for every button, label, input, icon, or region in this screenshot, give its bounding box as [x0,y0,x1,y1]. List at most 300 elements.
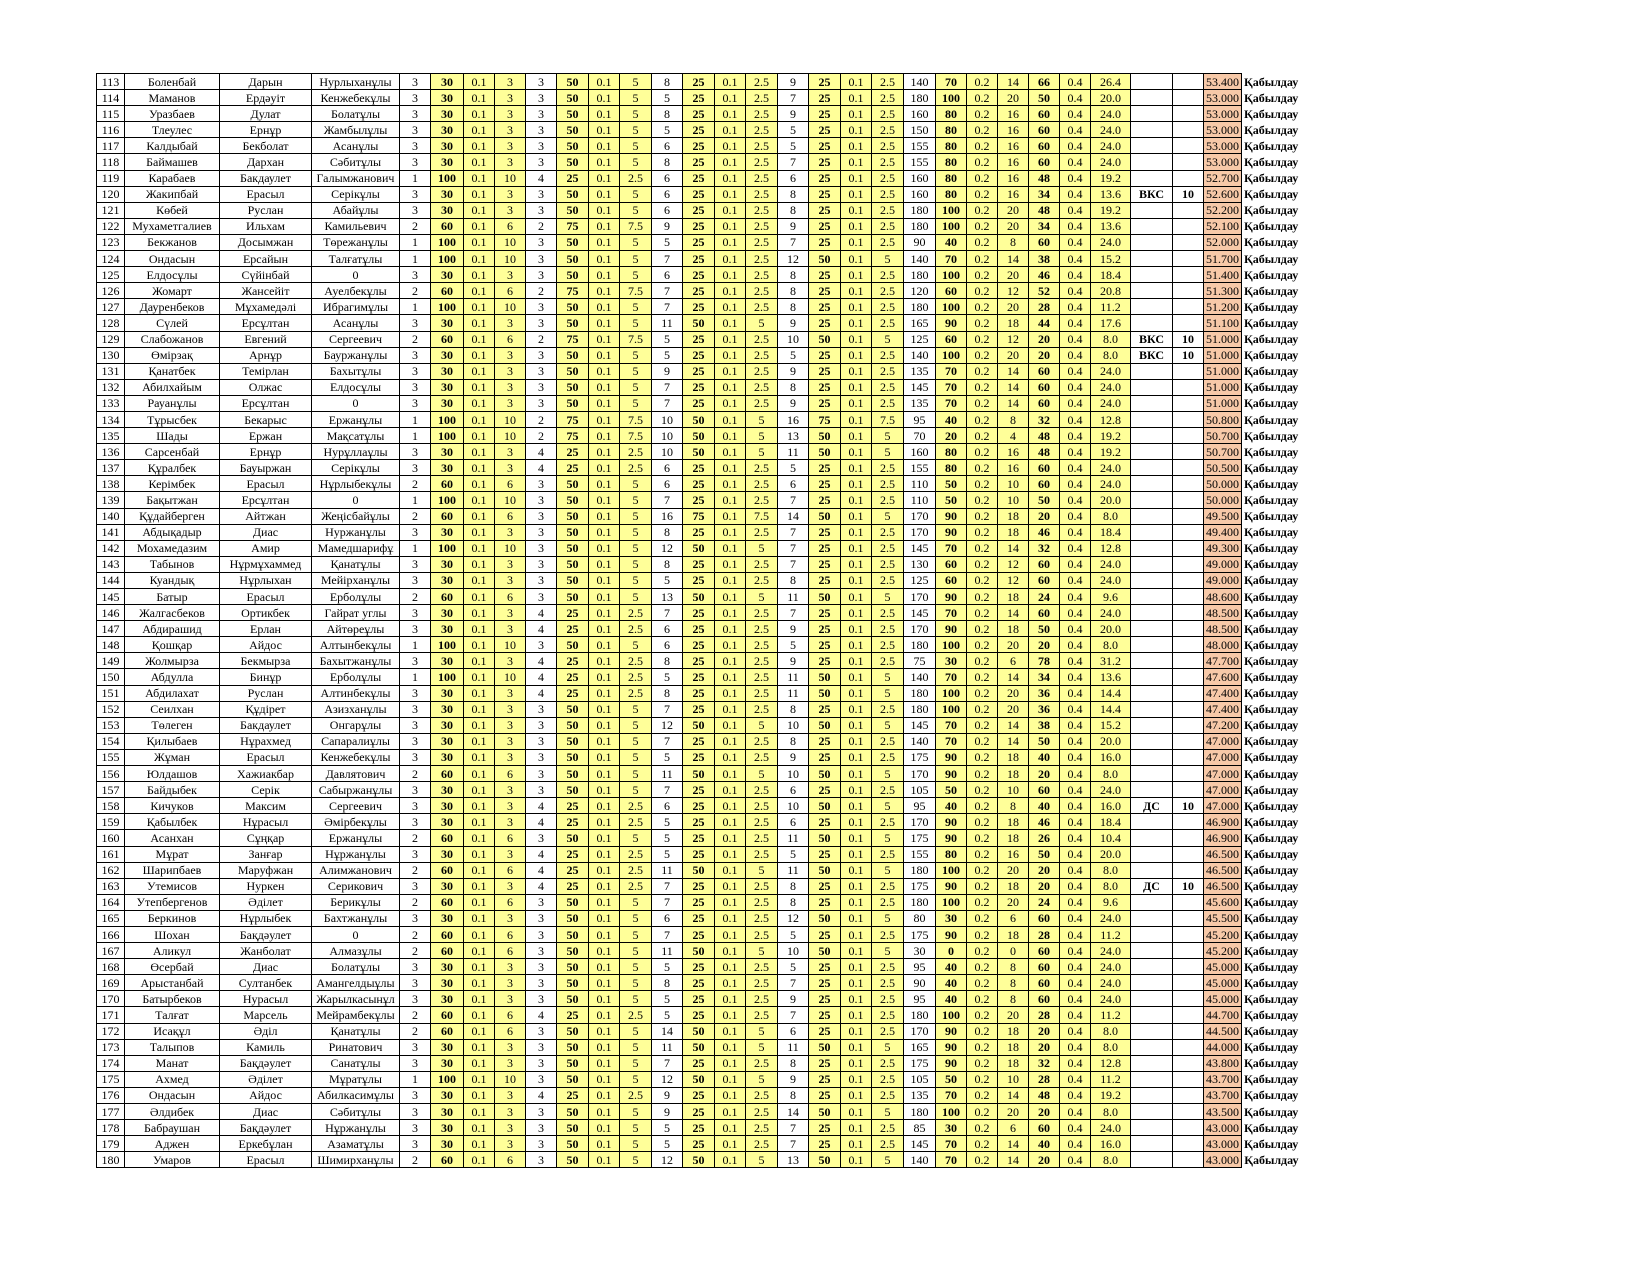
score-cell[interactable]: 1 [400,299,431,315]
score-cell[interactable]: 3 [526,202,557,218]
score-cell[interactable]: 3 [526,766,557,782]
first-name-cell[interactable]: Бекболат [220,138,312,154]
score-cell[interactable]: 7.5 [872,411,904,427]
score-cell[interactable]: 32 [1029,1055,1060,1071]
score-cell[interactable]: 3 [400,653,431,669]
score-cell[interactable]: 30 [431,267,464,283]
score-cell[interactable]: 30 [431,122,464,138]
patronymic-cell[interactable]: 0 [312,395,400,411]
score-cell[interactable]: 0.1 [841,1039,872,1055]
score-cell[interactable]: 0.1 [715,492,746,508]
score-cell[interactable]: 95 [904,798,936,814]
score-cell[interactable]: 18.4 [1091,814,1131,830]
total-score-cell[interactable]: 45.200 [1204,943,1242,959]
score-cell[interactable]: 50 [557,572,589,588]
score-cell[interactable]: 0.2 [967,749,998,765]
score-cell[interactable]: 50 [557,1071,589,1087]
extra-points-cell[interactable] [1173,701,1204,717]
score-cell[interactable]: 8 [778,267,809,283]
total-score-cell[interactable]: 53.400 [1204,74,1242,90]
score-cell[interactable]: 50 [557,138,589,154]
score-cell[interactable]: 0.1 [841,154,872,170]
last-name-cell[interactable]: Көбей [125,202,220,218]
score-cell[interactable]: 30 [431,910,464,926]
score-cell[interactable]: 0.2 [967,170,998,186]
score-cell[interactable]: 5 [620,347,652,363]
score-cell[interactable]: 0.1 [715,1152,746,1168]
extra-category-cell[interactable] [1131,202,1173,218]
first-name-cell[interactable]: Бекмырза [220,653,312,669]
score-cell[interactable]: 110 [904,476,936,492]
score-cell[interactable]: 24.0 [1091,556,1131,572]
row-number-cell[interactable]: 147 [97,621,125,637]
score-cell[interactable]: 25 [683,621,715,637]
score-cell[interactable]: 25 [683,701,715,717]
score-cell[interactable]: 25 [809,90,841,106]
score-cell[interactable]: 2.5 [746,395,778,411]
total-score-cell[interactable]: 52.200 [1204,202,1242,218]
score-cell[interactable]: 95 [904,959,936,975]
score-cell[interactable]: 40 [1029,798,1060,814]
score-cell[interactable]: 20 [998,347,1029,363]
patronymic-cell[interactable]: Алтинбекұлы [312,685,400,701]
score-cell[interactable]: 2.5 [746,653,778,669]
score-cell[interactable]: 8 [778,733,809,749]
score-cell[interactable]: 3 [400,1104,431,1120]
score-cell[interactable]: 0.1 [841,862,872,878]
score-cell[interactable]: 50 [557,379,589,395]
score-cell[interactable]: 6 [778,476,809,492]
total-score-cell[interactable]: 50.800 [1204,411,1242,427]
score-cell[interactable]: 0.1 [464,766,495,782]
extra-points-cell[interactable] [1173,395,1204,411]
score-cell[interactable]: 155 [904,138,936,154]
score-cell[interactable]: 9 [778,106,809,122]
score-cell[interactable]: 0.4 [1060,1039,1091,1055]
score-cell[interactable]: 5 [872,943,904,959]
first-name-cell[interactable]: Дархан [220,154,312,170]
score-cell[interactable]: 5 [778,959,809,975]
score-cell[interactable]: 0.1 [715,1087,746,1103]
score-cell[interactable]: 25 [809,315,841,331]
score-cell[interactable]: 100 [431,669,464,685]
score-cell[interactable]: 3 [495,395,526,411]
extra-points-cell[interactable] [1173,1087,1204,1103]
patronymic-cell[interactable]: Қанатұлы [312,1023,400,1039]
score-cell[interactable]: 0.1 [464,669,495,685]
score-cell[interactable]: 60 [431,508,464,524]
first-name-cell[interactable]: Диас [220,1104,312,1120]
score-cell[interactable]: 25 [809,379,841,395]
score-cell[interactable]: 2.5 [872,894,904,910]
score-cell[interactable]: 25 [809,74,841,90]
extra-category-cell[interactable] [1131,766,1173,782]
score-cell[interactable]: 0.1 [464,234,495,250]
score-cell[interactable]: 6 [495,862,526,878]
score-cell[interactable]: 0.1 [589,685,620,701]
score-cell[interactable]: 5 [746,943,778,959]
first-name-cell[interactable]: Ернұр [220,444,312,460]
extra-category-cell[interactable] [1131,379,1173,395]
score-cell[interactable]: 4 [526,878,557,894]
score-cell[interactable]: 0.1 [589,926,620,942]
score-cell[interactable]: 20 [1029,878,1060,894]
score-cell[interactable]: 2.5 [746,331,778,347]
last-name-cell[interactable]: Талыпов [125,1039,220,1055]
score-cell[interactable]: 5 [620,1023,652,1039]
score-cell[interactable]: 24.0 [1091,572,1131,588]
score-cell[interactable]: 5 [620,991,652,1007]
score-cell[interactable]: 0.1 [464,589,495,605]
score-cell[interactable]: 60 [431,218,464,234]
score-cell[interactable]: 13.6 [1091,186,1131,202]
score-cell[interactable]: 2.5 [746,637,778,653]
score-cell[interactable]: 180 [904,862,936,878]
score-cell[interactable]: 140 [904,1152,936,1168]
score-cell[interactable]: 50 [809,685,841,701]
score-cell[interactable]: 25 [683,669,715,685]
score-cell[interactable]: 30 [431,991,464,1007]
first-name-cell[interactable]: Максим [220,798,312,814]
extra-points-cell[interactable] [1173,991,1204,1007]
score-cell[interactable]: 25 [557,669,589,685]
last-name-cell[interactable]: Сарсенбай [125,444,220,460]
score-cell[interactable]: 0.1 [464,428,495,444]
score-cell[interactable]: 25 [809,186,841,202]
score-cell[interactable]: 9 [778,315,809,331]
score-cell[interactable]: 25 [683,395,715,411]
patronymic-cell[interactable]: Кенжебекұлы [312,749,400,765]
score-cell[interactable]: 2.5 [872,283,904,299]
score-cell[interactable]: 0.4 [1060,299,1091,315]
extra-category-cell[interactable] [1131,363,1173,379]
first-name-cell[interactable]: Мұхамедәлі [220,299,312,315]
score-cell[interactable]: 16.0 [1091,749,1131,765]
score-cell[interactable]: 0.1 [841,524,872,540]
score-cell[interactable]: 5 [778,637,809,653]
score-cell[interactable]: 60 [431,926,464,942]
extra-points-cell[interactable] [1173,540,1204,556]
score-cell[interactable]: 34 [1029,218,1060,234]
score-cell[interactable]: 3 [526,749,557,765]
score-cell[interactable]: 16 [998,106,1029,122]
score-cell[interactable]: 16 [652,508,683,524]
score-cell[interactable]: 50 [557,1120,589,1136]
score-cell[interactable]: 25 [683,1120,715,1136]
score-cell[interactable]: 0.1 [464,524,495,540]
score-cell[interactable]: 2.5 [872,733,904,749]
score-cell[interactable]: 3 [400,315,431,331]
score-cell[interactable]: 5 [620,492,652,508]
total-score-cell[interactable]: 53.000 [1204,138,1242,154]
extra-points-cell[interactable] [1173,138,1204,154]
score-cell[interactable]: 25 [809,556,841,572]
score-cell[interactable]: 5 [652,331,683,347]
extra-points-cell[interactable] [1173,476,1204,492]
score-cell[interactable]: 0.2 [967,1136,998,1152]
extra-points-cell[interactable] [1173,299,1204,315]
score-cell[interactable]: 0.2 [967,701,998,717]
score-cell[interactable]: 50 [683,717,715,733]
total-score-cell[interactable]: 52.000 [1204,234,1242,250]
score-cell[interactable]: 3 [495,556,526,572]
score-cell[interactable]: 0.1 [841,926,872,942]
patronymic-cell[interactable]: Сәбитұлы [312,154,400,170]
score-cell[interactable]: 0.1 [589,894,620,910]
score-cell[interactable]: 100 [431,251,464,267]
score-cell[interactable]: 8 [652,653,683,669]
score-cell[interactable]: 25 [809,106,841,122]
score-cell[interactable]: 5 [652,572,683,588]
score-cell[interactable]: 2.5 [872,476,904,492]
total-score-cell[interactable]: 51.000 [1204,379,1242,395]
last-name-cell[interactable]: Шарипбаев [125,862,220,878]
extra-points-cell[interactable] [1173,1071,1204,1087]
score-cell[interactable]: 25 [683,814,715,830]
score-cell[interactable]: 8 [652,106,683,122]
score-cell[interactable]: 0.1 [464,926,495,942]
score-cell[interactable]: 2.5 [746,669,778,685]
total-score-cell[interactable]: 45.500 [1204,910,1242,926]
last-name-cell[interactable]: Бақытжан [125,492,220,508]
score-cell[interactable]: 3 [400,524,431,540]
score-cell[interactable]: 0.1 [589,267,620,283]
total-score-cell[interactable]: 47.000 [1204,798,1242,814]
score-cell[interactable]: 25 [683,894,715,910]
score-cell[interactable]: 3 [526,589,557,605]
score-cell[interactable]: 25 [809,460,841,476]
score-cell[interactable]: 11 [778,1039,809,1055]
extra-category-cell[interactable] [1131,1007,1173,1023]
extra-category-cell[interactable] [1131,524,1173,540]
score-cell[interactable]: 50 [557,186,589,202]
score-cell[interactable]: 12 [998,572,1029,588]
score-cell[interactable]: 75 [557,218,589,234]
score-cell[interactable]: 145 [904,540,936,556]
last-name-cell[interactable]: Абдилахат [125,685,220,701]
score-cell[interactable]: 50 [936,476,967,492]
score-cell[interactable]: 12 [778,251,809,267]
last-name-cell[interactable]: Шады [125,428,220,444]
score-cell[interactable]: 12 [998,556,1029,572]
score-cell[interactable]: 20 [1029,1023,1060,1039]
score-cell[interactable]: 1 [400,637,431,653]
score-cell[interactable]: 50 [809,669,841,685]
score-cell[interactable]: 0.1 [589,1023,620,1039]
score-cell[interactable]: 90 [936,315,967,331]
extra-points-cell[interactable] [1173,605,1204,621]
score-cell[interactable]: 0.2 [967,444,998,460]
score-cell[interactable]: 0.1 [715,476,746,492]
score-cell[interactable]: 6 [778,814,809,830]
score-cell[interactable]: 0.1 [841,202,872,218]
last-name-cell[interactable]: Уразбаев [125,106,220,122]
score-cell[interactable]: 0.1 [841,508,872,524]
score-cell[interactable]: 5 [872,1039,904,1055]
total-score-cell[interactable]: 50.500 [1204,460,1242,476]
score-cell[interactable]: 0.1 [715,669,746,685]
score-cell[interactable]: 3 [400,347,431,363]
score-cell[interactable]: 75 [557,428,589,444]
score-cell[interactable]: 7 [652,878,683,894]
score-cell[interactable]: 60 [1029,943,1060,959]
extra-category-cell[interactable] [1131,749,1173,765]
score-cell[interactable]: 0.1 [589,315,620,331]
score-cell[interactable]: 8 [778,701,809,717]
patronymic-cell[interactable]: Давлятович [312,766,400,782]
score-cell[interactable]: 48 [1029,428,1060,444]
row-number-cell[interactable]: 173 [97,1039,125,1055]
patronymic-cell[interactable]: Нуржанұлы [312,524,400,540]
first-name-cell[interactable]: Хажиакбар [220,766,312,782]
score-cell[interactable]: 25 [809,1023,841,1039]
score-cell[interactable]: 50 [557,202,589,218]
score-cell[interactable]: 80 [936,106,967,122]
score-cell[interactable]: 0.4 [1060,202,1091,218]
score-cell[interactable]: 6 [495,926,526,942]
score-cell[interactable]: 25 [683,605,715,621]
score-cell[interactable]: 90 [904,234,936,250]
row-number-cell[interactable]: 169 [97,975,125,991]
score-cell[interactable]: 30 [431,878,464,894]
last-name-cell[interactable]: Керімбек [125,476,220,492]
score-cell[interactable]: 2.5 [872,605,904,621]
score-cell[interactable]: 5 [620,1055,652,1071]
score-cell[interactable]: 0.1 [715,186,746,202]
score-cell[interactable]: 2.5 [746,685,778,701]
score-cell[interactable]: 0.1 [841,299,872,315]
score-cell[interactable]: 0.4 [1060,717,1091,733]
score-cell[interactable]: 0.1 [715,122,746,138]
score-cell[interactable]: 14 [998,540,1029,556]
score-cell[interactable]: 0.1 [464,74,495,90]
score-cell[interactable]: 5 [620,1039,652,1055]
score-cell[interactable]: 50 [557,524,589,540]
score-cell[interactable]: 25 [683,331,715,347]
score-cell[interactable]: 0.1 [589,524,620,540]
score-cell[interactable]: 0.1 [589,251,620,267]
score-cell[interactable]: 50 [557,122,589,138]
score-cell[interactable]: 6 [652,910,683,926]
score-cell[interactable]: 2.5 [746,379,778,395]
score-cell[interactable]: 3 [400,685,431,701]
score-cell[interactable]: 3 [400,186,431,202]
score-cell[interactable]: 0.1 [464,572,495,588]
score-cell[interactable]: 0 [998,943,1029,959]
total-score-cell[interactable]: 48.500 [1204,621,1242,637]
score-cell[interactable]: 3 [526,572,557,588]
extra-points-cell[interactable] [1173,74,1204,90]
score-cell[interactable]: 20.0 [1091,733,1131,749]
score-cell[interactable]: 3 [400,90,431,106]
last-name-cell[interactable]: Жакипбай [125,186,220,202]
extra-points-cell[interactable] [1173,218,1204,234]
score-cell[interactable]: 5 [620,90,652,106]
score-cell[interactable]: 90 [936,524,967,540]
score-cell[interactable]: 60 [936,283,967,299]
extra-points-cell[interactable] [1173,267,1204,283]
score-cell[interactable]: 2.5 [620,653,652,669]
score-cell[interactable]: 24.0 [1091,154,1131,170]
score-cell[interactable]: 2.5 [872,814,904,830]
score-cell[interactable]: 11 [778,830,809,846]
score-cell[interactable]: 0.1 [715,524,746,540]
row-number-cell[interactable]: 154 [97,733,125,749]
total-score-cell[interactable]: 51.000 [1204,363,1242,379]
score-cell[interactable]: 2.5 [746,798,778,814]
score-cell[interactable]: 175 [904,1055,936,1071]
score-cell[interactable]: 5 [620,701,652,717]
score-cell[interactable]: 30 [431,556,464,572]
patronymic-cell[interactable]: Мұратұлы [312,1071,400,1087]
score-cell[interactable]: 0.1 [464,701,495,717]
score-cell[interactable]: 0.2 [967,637,998,653]
score-cell[interactable]: 50 [557,476,589,492]
score-cell[interactable]: 0.4 [1060,1120,1091,1136]
score-cell[interactable]: 0.1 [841,331,872,347]
extra-points-cell[interactable] [1173,589,1204,605]
score-cell[interactable]: 11 [652,315,683,331]
total-score-cell[interactable]: 51.700 [1204,251,1242,267]
score-cell[interactable]: 16 [998,186,1029,202]
extra-category-cell[interactable] [1131,605,1173,621]
score-cell[interactable]: 0.4 [1060,138,1091,154]
score-cell[interactable]: 5 [620,251,652,267]
score-cell[interactable]: 0.1 [715,1023,746,1039]
score-cell[interactable]: 0.1 [715,170,746,186]
score-cell[interactable]: 5 [872,1104,904,1120]
score-cell[interactable]: 20 [1029,1039,1060,1055]
score-cell[interactable]: 2.5 [746,1136,778,1152]
score-cell[interactable]: 3 [526,122,557,138]
score-cell[interactable]: 0.4 [1060,331,1091,347]
score-cell[interactable]: 12.8 [1091,1055,1131,1071]
patronymic-cell[interactable]: Нұрлыбекұлы [312,476,400,492]
first-name-cell[interactable]: Ернұр [220,122,312,138]
score-cell[interactable]: 5 [652,830,683,846]
score-cell[interactable]: 0.1 [464,959,495,975]
score-cell[interactable]: 9 [778,991,809,1007]
score-cell[interactable]: 0.1 [589,74,620,90]
score-cell[interactable]: 3 [495,138,526,154]
score-cell[interactable]: 145 [904,379,936,395]
score-cell[interactable]: 3 [526,154,557,170]
patronymic-cell[interactable]: Асанұлы [312,138,400,154]
first-name-cell[interactable]: Диас [220,524,312,540]
row-number-cell[interactable]: 170 [97,991,125,1007]
score-cell[interactable]: 10 [495,411,526,427]
score-cell[interactable]: 2.5 [746,572,778,588]
score-cell[interactable]: 0.2 [967,379,998,395]
extra-category-cell[interactable] [1131,782,1173,798]
score-cell[interactable]: 5 [652,347,683,363]
row-number-cell[interactable]: 134 [97,411,125,427]
score-cell[interactable]: 4 [998,428,1029,444]
extra-category-cell[interactable] [1131,395,1173,411]
score-cell[interactable]: 18 [998,621,1029,637]
extra-points-cell[interactable]: 10 [1173,186,1204,202]
score-cell[interactable]: 0.1 [715,251,746,267]
first-name-cell[interactable]: Бакдаулет [220,717,312,733]
score-cell[interactable]: 20.0 [1091,621,1131,637]
patronymic-cell[interactable]: Сапаралиұлы [312,733,400,749]
score-cell[interactable]: 5 [652,122,683,138]
score-cell[interactable]: 3 [526,717,557,733]
score-cell[interactable]: 3 [400,74,431,90]
score-cell[interactable]: 4 [526,798,557,814]
score-cell[interactable]: 0.4 [1060,444,1091,460]
score-cell[interactable]: 0.4 [1060,395,1091,411]
